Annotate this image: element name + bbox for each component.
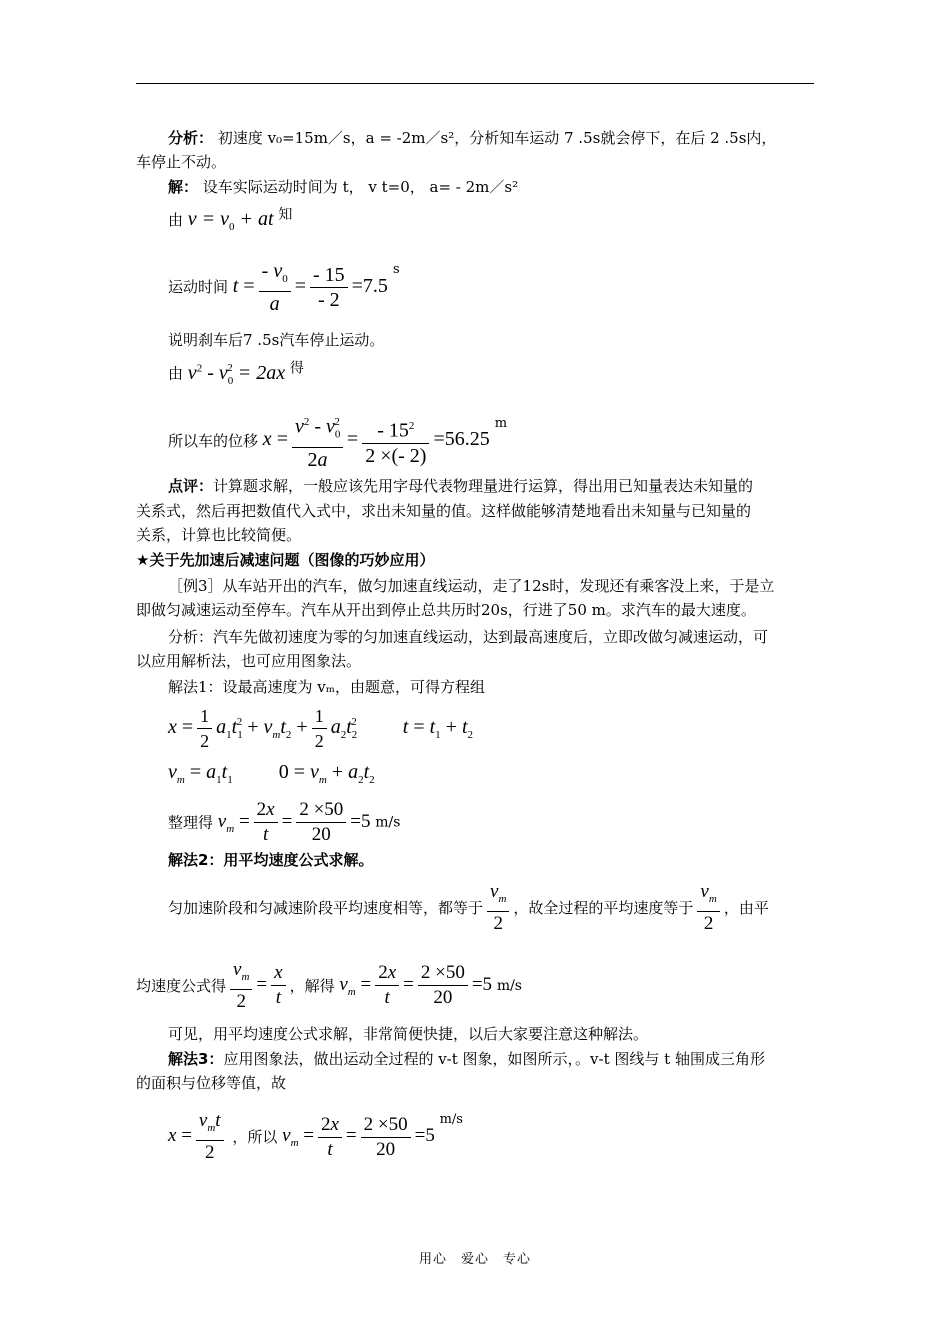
method-2-note: 可见，用平均速度公式求解，非常简便快捷，以后大家要注意这种解法。 — [168, 1025, 649, 1043]
header-rule — [136, 83, 814, 84]
formula-method1-vm: $v_m = a_1t_1$ $0 = v_m + a_2t_2$ — [168, 761, 375, 786]
eq4-prefix: 所以车的位移 — [168, 431, 259, 450]
method-1-equation-2 — [168, 760, 846, 792]
method-1-result-unit: m/s — [375, 814, 401, 831]
comment-text-1: 计算题求解，一般应该先用字母代表物理量进行运算，得出用已知量表达未知量的 — [213, 477, 754, 495]
solution-text: 设车实际运动时间为 t， v t=0， a= - 2m／s² — [202, 178, 519, 196]
example-3-line-1: ［例3］从车站开出的汽车，做匀加速直线运动，走了12s时，发现还有乘客没上来，于是立 — [168, 577, 775, 595]
method-1-result — [168, 798, 846, 847]
formula-displacement: x = $\frac{v^2 - v_0^2}{2a}$ = $\frac{- 15^2}{2 \times(- 2)}$ =56.25 — [263, 428, 495, 450]
method-2-line-2 — [136, 958, 814, 1014]
solution-label: 解： — [168, 178, 199, 196]
method-3-mid-text: ，所以 — [232, 1128, 278, 1146]
method-3-result-unit: m/s — [439, 1112, 463, 1127]
comment-label: 点评： — [168, 477, 214, 495]
formula-half-vm-2: $\frac{v_m}{2}$ — [697, 880, 719, 936]
equation-displacement-relation — [168, 356, 846, 393]
method-2-line-1 — [168, 880, 846, 936]
formula-time: t = $\frac{- v_0}{a}$ = $\frac{- 15}{- 2}$ =7.5 — [232, 259, 393, 315]
method-2-text-a: 匀加速阶段和匀减速阶段平均速度相等，都等于 — [168, 898, 484, 917]
method-1-intro: 解法1：设最高速度为 vₘ，由题意，可得方程组 — [168, 678, 485, 696]
example-analysis-line-1: 分析：汽车先做初速度为零的匀加速直线运动，达到最高速度后，立即改做匀减速运动，可 — [168, 628, 769, 646]
analysis-label: 分析： — [168, 129, 214, 147]
conclusion-stop: 说明刹车后7 .5s汽车停止运动。 — [168, 331, 385, 349]
analysis-continuation: 车停止不动。 — [136, 153, 227, 171]
formula-method2-result: $v_m$ = $\frac{2x}{t}$ = $\frac{2 \times 50}{20}$ =5 — [339, 962, 497, 1009]
method-2-text-d: 均速度公式得 — [136, 976, 227, 995]
page-footer: 用心 爱心 专心 — [418, 1252, 531, 1267]
equation-displacement — [168, 410, 846, 472]
formula-average-velocity: $\frac{v_m}{2}$ = $\frac{x}{t}$ — [226, 974, 290, 995]
method-2-result-unit: m/s — [496, 977, 522, 994]
eq3-suffix: 得 — [289, 360, 304, 377]
formula-velocity: $v = v_0$ + at — [187, 208, 274, 233]
eq4-unit: m — [494, 415, 508, 431]
eq2-unit: s — [392, 262, 400, 277]
eq1-prefix: 由 — [168, 211, 184, 229]
formula-method3-x: x = $\frac{v_mt}{2}$ — [168, 1125, 232, 1146]
formula-method3-result: $v_m$ = $\frac{2x}{t}$ = $\frac{2 \times 50}{20}$ =5 — [282, 1113, 440, 1160]
formula-v-squared: $v^2 - v_0^2 = 2ax$ — [187, 361, 286, 387]
comment-line-3: 关系，计算也比较简便。 — [136, 526, 302, 544]
analysis-text: 初速度 v₀=15m／s，a = -2m／s²，分析知车运动 7 .5s就会停下，在后 2 .5s内， — [217, 129, 777, 147]
example-3-line-2: 即做匀减速运动至停车。汽车从开出到停止总共历时20s，行进了50 m。求汽车的最大速度。 — [136, 601, 756, 619]
method-2-heading: 解法2：用平均速度公式求解。 — [168, 851, 374, 869]
equation-velocity — [168, 203, 846, 239]
formula-half-vm-1: $\frac{v_m}{2}$ — [487, 880, 509, 936]
method-3-text-1: 应用图象法，做出运动全过程的 v-t 图象，如图所示，。v-t 图线与 t 轴围成三角形 — [223, 1050, 765, 1068]
comment-line-1 — [168, 474, 846, 498]
method-1-result-prefix: 整理得 — [168, 813, 214, 832]
formula-method1-result: $v_m$ = $\frac{2x}{t}$ = $\frac{2 \times 50}{20}$ =5 — [217, 799, 376, 845]
method-3-line-1 — [168, 1047, 846, 1071]
formula-method1-x: x = $\frac{1}{2}$ $a_1t_1^2 + v_mt_2$ + $\frac{1}{2}$ $a_2t_2^2$ $t = t_1 + t_2$ — [168, 705, 474, 751]
eq2-prefix: 运动时间 — [168, 278, 229, 296]
analysis-paragraph — [168, 126, 846, 150]
eq3-prefix: 由 — [168, 364, 184, 383]
example-analysis-line-2: 以应用解析法，也可应用图象法。 — [136, 652, 362, 670]
method-3-line-2: 的面积与位移等值，故 — [136, 1074, 287, 1092]
solution-paragraph — [168, 175, 846, 199]
method-3-label: 解法3： — [168, 1050, 224, 1068]
comment-line-2: 关系式，然后再把数值代入式中，求出未知量的值。这样做能够清楚地看出未知量与已知量的 — [136, 502, 752, 520]
section-heading: ★关于先加速后减速问题（图像的巧妙应用） — [136, 551, 435, 569]
method-2-text-b: ，故全过程的平均速度等于 — [513, 898, 694, 917]
method-2-text-c: ，由平 — [723, 898, 769, 917]
method-2-text-e: ，解得 — [289, 976, 335, 995]
method-3-equation — [168, 1108, 846, 1165]
equation-time — [168, 258, 846, 316]
method-1-equation-1 — [168, 700, 846, 757]
eq1-suffix: 知 — [278, 207, 293, 223]
